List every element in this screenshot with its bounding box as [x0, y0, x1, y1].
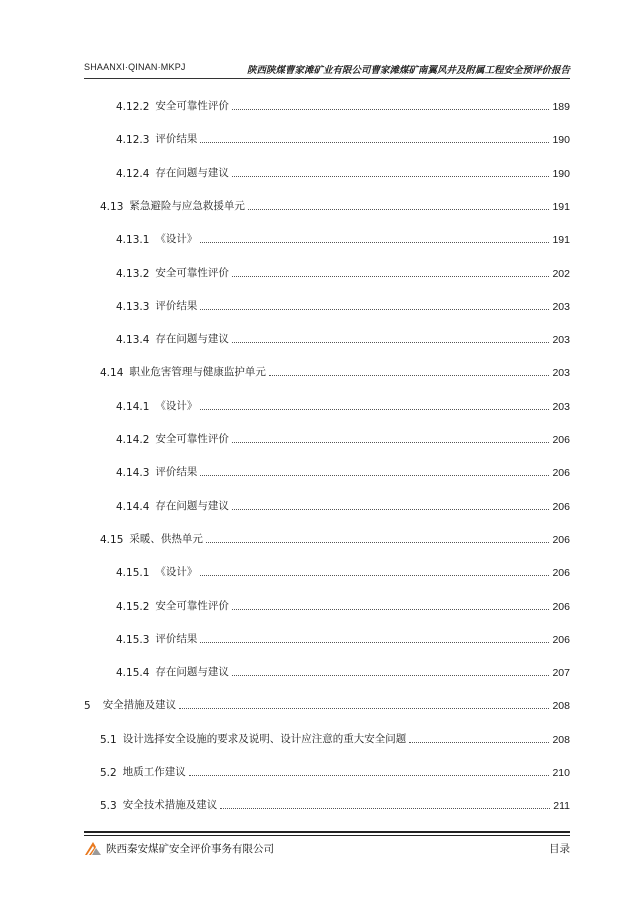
toc-entry-title: 评价结果	[155, 466, 198, 479]
toc-entry[interactable]	[116, 495, 570, 513]
toc-entry[interactable]	[100, 195, 570, 213]
toc-entry[interactable]	[116, 628, 570, 646]
toc-entry-title: 采暖、供热单元	[129, 532, 203, 545]
toc-entry-number: 5	[84, 700, 91, 713]
toc-entry-title: 安全可靠性评价	[155, 599, 229, 612]
header-report-title: 陕西陕煤曹家滩矿业有限公司曹家滩煤矿南翼风井及附属工程安全预评价报告	[246, 65, 570, 76]
toc-entry-number: 4.13.4	[116, 334, 150, 347]
toc-entry-page: 203	[552, 334, 570, 347]
toc-entry-page: 206	[552, 500, 570, 513]
toc-dot-leader	[269, 374, 550, 376]
toc-entry[interactable]	[116, 428, 570, 446]
toc-entry[interactable]	[116, 661, 570, 679]
toc-entry[interactable]	[116, 561, 570, 579]
toc-entry-page: 190	[552, 167, 570, 180]
footer-divider-thick	[84, 831, 570, 833]
toc-entry-number: 4.15.3	[116, 633, 150, 646]
toc-entry[interactable]	[116, 295, 570, 313]
toc-entry-page: 203	[552, 367, 570, 380]
toc-dot-leader	[232, 175, 550, 177]
toc-entry-number: 4.12.2	[116, 101, 150, 113]
toc-dot-leader	[200, 141, 549, 143]
toc-entry-title: 安全可靠性评价	[155, 433, 229, 445]
toc-entry-number: 4.15.1	[116, 567, 150, 580]
toc-dot-leader	[232, 108, 550, 110]
toc-dot-leader	[189, 774, 550, 776]
toc-entry-page: 206	[552, 600, 570, 613]
toc-dot-leader	[200, 408, 549, 410]
footer-company-name: 陕西秦安煤矿安全评价事务有限公司	[106, 843, 274, 855]
toc-dot-leader	[200, 574, 549, 576]
toc-entry-title: 安全措施及建议	[102, 699, 177, 712]
toc-entry[interactable]	[100, 728, 570, 746]
toc-dot-leader	[200, 641, 549, 643]
toc-entry-page: 208	[552, 733, 570, 746]
toc-entry[interactable]	[116, 228, 570, 246]
toc-entry-number: 5.1	[100, 733, 117, 746]
toc-entry-number: 4.14	[100, 367, 124, 380]
toc-entry-page: 206	[552, 633, 570, 646]
header-divider	[84, 78, 570, 79]
toc-entry-title: 安全技术措施及建议	[122, 799, 218, 812]
toc-entry-page: 189	[552, 101, 570, 113]
toc-entry-page: 191	[552, 234, 570, 247]
toc-entry[interactable]	[100, 528, 570, 546]
toc-entry-page: 202	[552, 267, 570, 280]
toc-dot-leader	[220, 807, 550, 809]
toc-entry-title: 存在问题与建议	[155, 166, 229, 179]
toc-dot-leader	[248, 208, 550, 210]
toc-entry[interactable]	[116, 595, 570, 613]
toc-entry-number: 4.12.4	[116, 167, 150, 180]
footer-divider-thin	[84, 835, 570, 836]
toc-entry-page: 203	[552, 300, 570, 313]
toc-entry-page: 210	[552, 767, 570, 779]
footer-section-label: 目录	[549, 843, 570, 855]
toc-entry[interactable]	[116, 128, 570, 146]
toc-entry-number: 4.13.2	[116, 267, 150, 280]
toc-entry-page: 208	[552, 700, 570, 713]
toc-entry[interactable]	[100, 794, 570, 812]
toc-entry-title: 存在问题与建议	[155, 333, 229, 346]
toc-entry-title: 安全可靠性评价	[155, 100, 229, 112]
toc-dot-leader	[232, 441, 550, 443]
toc-entry-title: 设计选择安全设施的要求及说明、设计应注意的重大安全问题	[122, 732, 407, 745]
toc-entry-title: 评价结果	[155, 632, 198, 645]
toc-entry[interactable]	[116, 95, 570, 113]
toc-entry-number: 4.15.4	[116, 667, 150, 680]
toc-dot-leader	[232, 674, 550, 676]
toc-entry-title: 紧急避险与应急救援单元	[129, 199, 245, 212]
company-logo-icon	[84, 840, 102, 856]
toc-entry[interactable]	[116, 395, 570, 413]
toc-entry-page: 211	[553, 800, 570, 813]
toc-entry-page: 206	[552, 434, 570, 446]
toc-entry-number: 4.14.1	[116, 400, 150, 413]
page-header	[84, 62, 570, 78]
toc-entry-number: 4.15.2	[116, 600, 150, 613]
toc-dot-leader	[409, 741, 549, 743]
toc-entry[interactable]	[100, 761, 570, 779]
toc-entry-number: 4.15	[100, 533, 124, 546]
toc-entry-title: 地质工作建议	[122, 766, 186, 778]
toc-entry[interactable]	[100, 361, 570, 379]
toc-dot-leader	[179, 707, 549, 709]
toc-entry-number: 4.13.3	[116, 300, 150, 313]
header-code: SHAANXI·QINAN·MKPJ	[84, 62, 186, 72]
toc-entry-page: 203	[552, 400, 570, 413]
toc-entry-page: 207	[552, 667, 570, 680]
toc-dot-leader	[200, 474, 549, 476]
toc-entry-title: 《设计》	[155, 399, 198, 412]
toc-entry-page: 190	[552, 134, 570, 147]
toc-entry-page: 206	[552, 533, 570, 546]
toc-entry-title: 《设计》	[155, 566, 198, 579]
toc-entry-page: 206	[552, 467, 570, 480]
toc-entry[interactable]	[116, 262, 570, 280]
toc-entry-number: 5.2	[100, 767, 117, 779]
toc-entry-title: 安全可靠性评价	[155, 266, 229, 279]
toc-entry-page: 206	[552, 567, 570, 580]
toc-entry-number: 5.3	[100, 800, 117, 813]
toc-entry-number: 4.12.3	[116, 134, 150, 147]
toc-entry-number: 4.13	[100, 200, 124, 213]
toc-entry-title: 评价结果	[155, 133, 198, 146]
toc-entry-title: 《设计》	[155, 233, 198, 246]
toc-entry[interactable]	[84, 694, 570, 712]
toc-dot-leader	[232, 508, 550, 510]
toc-entry-number: 4.14.3	[116, 467, 150, 480]
toc-entry-title: 评价结果	[155, 299, 198, 312]
toc-entry[interactable]	[116, 328, 570, 346]
toc-dot-leader	[206, 541, 550, 543]
toc-entry[interactable]	[116, 461, 570, 479]
toc-entry-number: 4.14.4	[116, 500, 150, 513]
toc-dot-leader	[232, 341, 550, 343]
toc-entry-number: 4.13.1	[116, 234, 150, 247]
toc-entry-title: 存在问题与建议	[155, 499, 229, 512]
toc-entry-title: 存在问题与建议	[155, 666, 229, 679]
toc-entry[interactable]	[116, 162, 570, 180]
toc-dot-leader	[200, 308, 549, 310]
toc-dot-leader	[232, 275, 550, 277]
toc-dot-leader	[200, 241, 549, 243]
toc-entry-title: 职业危害管理与健康监护单元	[129, 366, 266, 379]
toc-entry-number: 4.14.2	[116, 434, 150, 446]
toc-entry-page: 191	[552, 200, 570, 213]
toc-dot-leader	[232, 608, 550, 610]
